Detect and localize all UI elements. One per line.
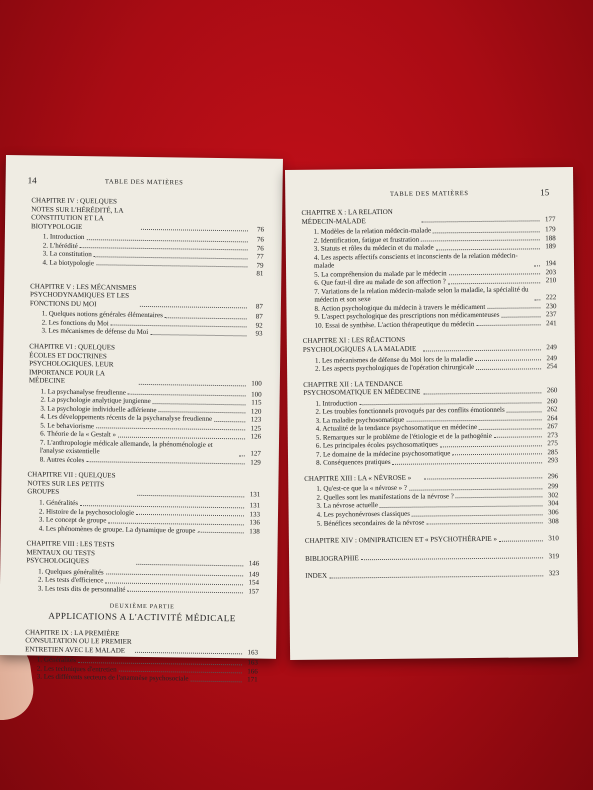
page-ref: 260: [546, 396, 558, 405]
dot-leader: [135, 652, 243, 655]
dot-leader: [406, 420, 541, 422]
page-ref: 133: [249, 509, 261, 519]
page-ref: 189: [545, 242, 556, 251]
toc-entry-text: 4. Les phénomènes de groupe. La dynamique de groupe: [38, 524, 196, 535]
left-page: [0, 155, 283, 684]
running-header-left: TABLE DES MATIÈRES: [104, 178, 184, 187]
toc-entry-text: 2. L'hérédité: [42, 241, 78, 250]
single-entry: [305, 534, 559, 545]
dot-leader: [494, 437, 542, 439]
toc-entry-text: 2. Identification, fatigue et frustration: [313, 235, 420, 245]
toc-entry: [303, 319, 557, 330]
page-ref: 310: [548, 534, 559, 543]
chapter-heading-text: CHAPITRE XI : LES RÉACTIONS PSYCHOLOGIQUES A LA MALADIE: [302, 336, 417, 354]
toc-entry-text: 3. La psychologie individuelle adlérienne: [40, 404, 157, 414]
page-ref: 222: [545, 293, 557, 302]
toc-entry-text: 5. Le behaviorisme: [40, 421, 95, 431]
page-ref: 285: [547, 447, 559, 457]
toc-entry-text: 2. Histoire de la psychosociologie: [38, 507, 135, 517]
dot-leader: [393, 462, 543, 465]
page-ref: 87: [255, 302, 263, 311]
page-ref: 163: [247, 658, 258, 667]
toc-entry: [302, 285, 556, 305]
toc-entry-text: 2. Les fonctions du Moi: [41, 318, 109, 328]
toc-entry-text: 3. Les différents secteurs de l'anamnèse psychosociale: [36, 672, 189, 683]
toc-entry-text: 1. Quelques généralités: [38, 567, 104, 577]
page-ref: 299: [547, 482, 559, 491]
toc-entry-text: 2. Les troubles fonctionnels provoqués par des conflits émotionnels: [315, 405, 505, 416]
chapter-heading-text: CHAPITRE X : LA RELATION MÉDECIN-MALADE: [301, 207, 393, 226]
toc-entry-text: 10. Essai de synthèse. L'action thérapeutique du médecin: [314, 319, 475, 330]
chapter-heading: [27, 471, 260, 500]
dot-leader: [239, 455, 245, 456]
page-ref: 323: [548, 569, 560, 578]
page-ref: 77: [256, 252, 264, 261]
dot-leader: [158, 411, 245, 413]
page-ref: 146: [248, 559, 260, 568]
page-ref: 149: [248, 570, 260, 579]
page-ref: 93: [255, 329, 263, 339]
toc-entry-text: 5. La compréhension du malade par le médecin: [314, 269, 447, 279]
toc-entry-text: 9. L'aspect psychologique des prescriptions non médicamenteuses: [314, 311, 500, 322]
toc-entry-text: 1. Quelques notions générales élémentaires: [41, 309, 163, 320]
page-ref: 293: [547, 456, 559, 465]
dot-leader: [128, 394, 246, 397]
dot-leader: [448, 282, 540, 284]
dot-leader: [150, 334, 246, 336]
page-ref: 100: [251, 390, 262, 399]
page-ref: 194: [545, 259, 557, 268]
dot-leader: [140, 229, 248, 232]
page-ref: 138: [249, 527, 260, 536]
toc-entry-text: 1. Les mécanismes de défense du Moi lors de la maladie: [314, 354, 474, 365]
left-chapter-list: [26, 196, 265, 596]
page-ref: 241: [546, 319, 557, 328]
dot-leader: [424, 478, 542, 480]
toc-entry-text: 1. Introduction: [315, 398, 358, 408]
page-ref: 157: [248, 587, 259, 596]
page-ref: 76: [256, 225, 265, 234]
toc-entry-text: 3. Le concept de groupe: [38, 515, 107, 525]
toc-entry-text: 6. Les principales écoles psychosomatiques: [315, 440, 438, 450]
toc-entry-text: 5. Bénéfices secondaires de la névrose: [316, 518, 425, 528]
dot-leader: [329, 575, 543, 578]
toc-entry-text: 4. Les psychonévroses classiques: [316, 509, 410, 519]
toc-entry-text: 3. Les mécanismes de défense du Moi: [41, 326, 149, 337]
toc-entry-text: 1. Généralités: [39, 498, 79, 508]
page-ref: 136: [249, 518, 260, 527]
toc-entry-text: 3. La maladie psychosomatique: [315, 415, 405, 425]
dot-leader: [138, 383, 246, 386]
right-chapter-list: [301, 206, 558, 528]
toc-entry-text: 1. Introduction: [42, 232, 85, 242]
single-entry: [305, 569, 559, 580]
chapter-heading-text: CHAPITRE IX : LA PREMIÈRE CONSULTATION OU LE PREMIER ENTRETIEN AVEC LE MALADE: [25, 627, 132, 655]
page-ref: 249: [546, 343, 557, 352]
toc-entry-text: 2. Les techniques d'entretien: [36, 664, 117, 674]
page-ref: 163: [247, 648, 259, 657]
dot-leader: [426, 522, 542, 524]
right-single-entries: [305, 534, 559, 580]
page-ref: 306: [548, 508, 559, 517]
dot-leader: [127, 591, 243, 594]
chapter-heading: [26, 539, 259, 568]
single-entry-text: INDEX: [305, 571, 328, 580]
dot-leader: [190, 680, 241, 682]
dot-leader: [475, 359, 541, 361]
toc-entry: [302, 251, 556, 271]
dot-leader: [479, 428, 542, 430]
part-label: DEUXIÈME PARTIE: [109, 603, 175, 611]
dot-leader: [214, 421, 245, 422]
single-entry-text: BIBLIOGRAPHIE: [305, 553, 359, 563]
chapter-heading: [303, 335, 557, 355]
chapter-heading-text: CHAPITRE VIII : LES TESTS MENTAUX OU TESTS PSYCHOLOGIQUES: [26, 539, 115, 566]
toc-entry-text: 2. La psychologie analytique jungienne: [40, 395, 151, 406]
toc-entry-text: 3. La constitution: [42, 249, 92, 259]
dot-leader: [139, 306, 247, 309]
toc-entry-text: 3. La névrose actuelle: [316, 501, 378, 511]
dot-leader: [502, 316, 541, 317]
single-entry-text: CHAPITRE XIV : OMNIPRATICIEN ET « PSYCHOTHÉRAPIE »: [304, 534, 497, 545]
dot-leader: [433, 231, 540, 233]
page-ref: 237: [545, 310, 557, 319]
page-ref: 308: [548, 516, 559, 525]
page-ref: 131: [249, 490, 261, 500]
page-ref: 210: [545, 276, 557, 285]
page-ref: 264: [547, 413, 558, 422]
page-number-left: 14: [27, 175, 37, 186]
dot-leader: [440, 445, 542, 447]
toc-entry-text: 6. Que faut-il dire au malade de son affection ?: [314, 277, 446, 287]
chapter-heading: [30, 282, 263, 311]
toc-entry-text: 3. Statuts et rôles du médecin et du malade: [313, 243, 434, 253]
toc-entry-text: 7. L'anthropologie médicale allemande, la phénoménologie et l'analyse existentielle: [39, 438, 213, 456]
chapter-heading-text: CHAPITRE VII : QUELQUES NOTES SUR LES PETITS GROUPES: [27, 470, 116, 497]
dot-leader: [534, 299, 540, 300]
toc-entry-text: 1. Généralités: [36, 655, 76, 665]
toc-entry-text: 4. Les aspects affectifs conscients et inconscients de la relation médecin-malade: [313, 251, 518, 270]
dot-leader: [44, 273, 247, 276]
page-ref: 254: [546, 362, 558, 371]
right-page: [285, 167, 578, 660]
toc-entry: [25, 673, 258, 685]
toc-entry-text: 1. La psychanalyse freudienne: [40, 387, 126, 397]
dot-leader: [476, 325, 540, 327]
page-ref: 302: [547, 491, 559, 500]
toc-entry-text: 4. La biotypologie: [42, 258, 95, 267]
toc-entry-text: 7. Variations de la relation médecin-malade selon la maladie, la spécialité du médecin et son sexe: [314, 285, 529, 305]
page-ref: 100: [251, 379, 262, 388]
toc-entry-text: 2. Les aspects psychologiques de l'opération chirurgicale: [315, 363, 475, 373]
dot-leader: [136, 514, 244, 517]
page-ref: 166: [247, 667, 258, 676]
dot-leader: [423, 392, 541, 394]
page-ref: 319: [548, 551, 560, 560]
page-ref: 123: [250, 415, 262, 424]
toc-entry-text: 1. Modèles de la relation médecin-malade: [313, 226, 432, 236]
dot-leader: [499, 540, 543, 541]
toc-entry-text: 2. Quelles sont les manifestations de la névrose ?: [316, 492, 454, 502]
page-ref: 126: [250, 432, 262, 441]
toc-entry-text: 7. Le domaine de la médecine psychosomatique: [315, 449, 451, 459]
toc-entry-text: 8. Conséquences pratiques: [316, 458, 391, 468]
dot-leader: [507, 411, 542, 412]
dot-leader: [165, 317, 247, 319]
chapter-heading: [29, 342, 263, 388]
page-ref: 267: [547, 422, 558, 431]
toc-entry: [27, 524, 260, 536]
page-ref: 76: [256, 235, 264, 244]
page-ref: 120: [250, 407, 262, 416]
dot-leader: [423, 349, 541, 351]
page-ref: 125: [250, 424, 262, 433]
chapter-heading: [31, 196, 264, 233]
page-ref: 273: [547, 430, 558, 440]
page-ref: 203: [545, 267, 557, 276]
single-entry: [305, 552, 559, 563]
page-ref: 131: [249, 501, 261, 510]
toc-entry-text: 2. Les tests d'efficience: [38, 575, 104, 585]
page-ref: 275: [547, 439, 558, 448]
toc-entry-text: 3. Les tests dits de personnalité: [37, 584, 126, 594]
dot-leader: [421, 239, 540, 241]
page-ref: 262: [546, 405, 558, 414]
chapter-heading-text: CHAPITRE VI : QUELQUES ÉCOLES ET DOCTRINES PSYCHOLOGIQUES. LEUR IMPORTANCE POUR LA MÉDECINE: [28, 342, 116, 385]
toc-entry: [305, 517, 559, 528]
chapter-heading: [25, 628, 258, 657]
page-ref: 179: [545, 225, 556, 234]
page-ref: 260: [546, 386, 558, 395]
dot-leader: [137, 495, 245, 498]
page-ref: 129: [250, 458, 261, 467]
dot-leader: [487, 308, 540, 310]
toc-entry: [304, 457, 558, 468]
page-ref: 304: [547, 499, 559, 508]
part-heading: [25, 603, 258, 625]
toc-entry-text: 8. Autres écoles: [39, 455, 85, 464]
page-ref: 154: [248, 578, 260, 587]
toc-entry-text: 6. Théorie de la « Gestalt »: [40, 429, 117, 439]
dot-leader: [409, 488, 542, 490]
running-header-right: TABLE DES MATIÈRES: [389, 190, 469, 198]
dot-leader: [456, 497, 543, 499]
page-ref: 249: [546, 353, 558, 362]
dot-leader: [534, 265, 540, 266]
dot-leader: [136, 564, 244, 567]
dot-leader: [436, 248, 540, 250]
page-ref: 115: [251, 398, 262, 407]
page-ref: 296: [547, 472, 559, 481]
toc-entry-text: 4. Les développements récents de la psychanalyse freudienne: [40, 412, 213, 424]
chapter-heading-text: CHAPITRE IV : QUELQUES NOTES SUR L'HÉRÉDITÉ, LA CONSTITUTION ET LA BIOTYPOLOGIE: [30, 196, 124, 231]
part-title: APPLICATIONS A L'ACTIVITÉ MÉDICALE: [48, 610, 236, 623]
page-ref: 177: [544, 214, 556, 223]
dot-leader: [422, 220, 540, 222]
toc-entry-text: 5. Remarques sur le problème de l'étiologie et de la pathogénie: [315, 431, 492, 442]
chapter-heading-text: CHAPITRE XIII : LA « NÉVROSE »: [304, 473, 412, 483]
chapter-heading-text: CHAPITRE XII : LA TENDANCE PSYCHOSOMATIQUE EN MÉDECINE: [303, 379, 421, 397]
page-ref: 188: [545, 233, 556, 242]
dot-leader: [86, 462, 244, 465]
page-ref: 127: [250, 449, 261, 458]
page-ref: 92: [255, 321, 263, 330]
dot-leader: [449, 274, 540, 276]
dot-leader: [452, 454, 542, 456]
dot-leader: [153, 403, 246, 405]
dot-leader: [361, 557, 543, 560]
chapter-heading-text: CHAPITRE V : LES MÉCANISMES PSYCHODYNAMIQUES ET LES FONCTIONS DU MOI: [29, 282, 137, 309]
dot-leader: [476, 368, 541, 370]
page-ref: 87: [255, 312, 263, 321]
page-ref: 171: [247, 675, 258, 684]
toc-entry: [303, 362, 557, 373]
toc-entry-text: 1. Qu'est-ce que la « névrose » ?: [316, 484, 408, 494]
chapter-heading: [304, 472, 558, 483]
page-ref: 76: [256, 244, 264, 253]
page-ref: 230: [545, 302, 557, 311]
chapter-heading: [303, 378, 557, 398]
toc-entry-text: 4. Actualité de la tendance psychosomatique en médecine: [315, 423, 478, 433]
page-number-right: 15: [540, 187, 550, 198]
dot-leader: [412, 514, 543, 516]
chapter-heading: [301, 206, 555, 226]
page-ref: 79: [256, 261, 264, 270]
toc-entry-text: 8. Action psychologique du médecin à travers le médicament: [314, 302, 486, 313]
last-chapter: [25, 628, 259, 684]
dot-leader: [197, 532, 243, 534]
page-ref: 81: [256, 269, 264, 278]
